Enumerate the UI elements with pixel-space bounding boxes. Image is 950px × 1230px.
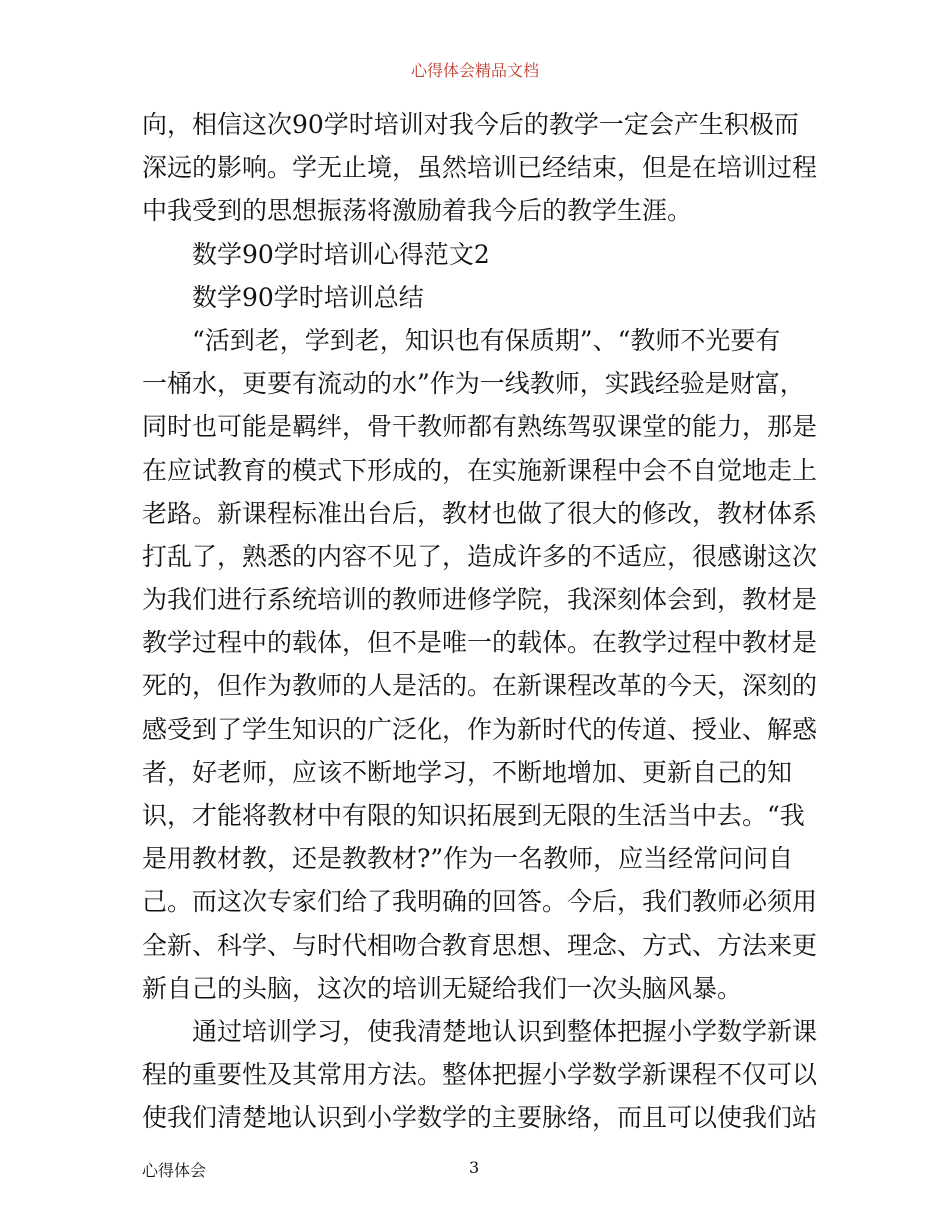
section-heading: 数学90学时培训心得范文2 xyxy=(142,239,490,269)
text-line: 感受到了学生知识的广泛化，作为新时代的传道、授业、解惑 xyxy=(142,714,818,744)
text-line: 一桶水，更要有流动的水”作为一线教师，实践经验是财富， xyxy=(142,369,805,399)
document-body xyxy=(142,103,818,1140)
text-line: 向，相信这次90学时培训对我今后的教学一定会产生积极而 xyxy=(142,110,799,139)
page-header-title: 心得体会精品文档 xyxy=(410,61,539,80)
text-line: 打乱了，熟悉的内容不见了，造成许多的不适应，很感谢这次 xyxy=(142,541,818,571)
text-line: 老路。新课程标准出台后，教材也做了很大的修改，教材体系 xyxy=(142,498,818,528)
text-line: 通过培训学习，使我清楚地认识到整体把握小学数学新课 xyxy=(142,1016,818,1046)
text-line: 使我们清楚地认识到小学数学的主要脉络，而且可以使我们站 xyxy=(142,1103,818,1133)
text-line: 深远的影响。学无止境，虽然培训已经结束，但是在培训过程 xyxy=(142,153,818,183)
text-line: 新自己的头脑，这次的培训无疑给我们一次头脑风暴。 xyxy=(142,973,743,1003)
text-line: 为我们进行系统培训的教师进修学院，我深刻体会到，教材是 xyxy=(142,585,818,615)
section-subheading: 数学90学时培训总结 xyxy=(142,282,424,312)
text-line: 同时也可能是羁绊，骨干教师都有熟练驾驭课堂的能力，那是 xyxy=(142,412,818,442)
text-line: 己。而这次专家们给了我明确的回答。今后，我们教师必须用 xyxy=(142,887,818,917)
text-line: 全新、科学、与时代相吻合教育思想、理念、方式、方法来更 xyxy=(142,930,818,960)
text-line: 中我受到的思想振荡将激励着我今后的教学生涯。 xyxy=(142,196,693,226)
text-line: 死的，但作为教师的人是活的。在新课程改革的今天，深刻的 xyxy=(142,671,818,701)
text-line: “活到老，学到老，知识也有保质期”、“教师不光要有 xyxy=(142,325,781,355)
text-line: 识，才能将教材中有限的知识拓展到无限的生活当中去。“我 xyxy=(142,801,805,830)
text-line: 程的重要性及其常用方法。整体把握小学数学新课程不仅可以 xyxy=(142,1060,818,1090)
page-number: 3 xyxy=(469,1158,480,1177)
footer-label: 心得体会 xyxy=(142,1161,207,1180)
text-line: 在应试教育的模式下形成的，在实施新课程中会不自觉地走上 xyxy=(142,455,818,485)
text-line: 教学过程中的载体，但不是唯一的载体。在教学过程中教材是 xyxy=(142,628,818,658)
text-line: 是用教材教，还是教教材?”作为一名教师，应当经常问问自 xyxy=(142,844,794,874)
text-line: 者，好老师，应该不断地学习，不断地增加、更新自己的知 xyxy=(142,757,793,787)
